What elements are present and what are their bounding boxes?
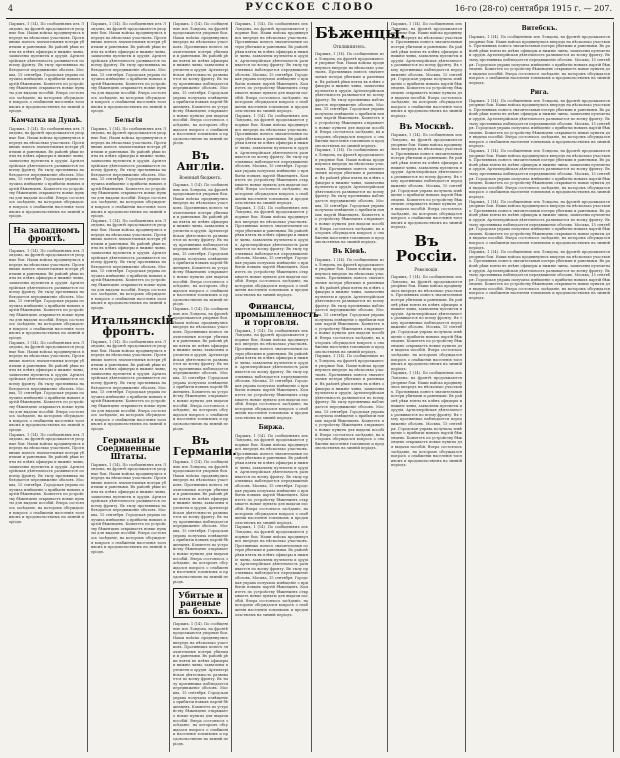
article-text: Парижъ, 1 (14). По сообщеніямъ изъ Лондона, на фронтѣ продолжаются упорные бои. Наши войска продвинулись впередъ на нѣсколько участковъ. Противникъ понесъ значительныя потери убитыми и ранеными. Въ районѣ рѣки взяты въ плѣнъ офицеры и нижніе чины, захвачены пулеметы и орудія. Артиллерійская дѣятельность развивается по всему фронту. Въ тылу противника наблюдается передвиженіе обозовъ. Москва, 15 сентября. Городская управа получила извѣщеніе о прибытіи новыхъ партій бѣженцевъ. Комитетъ по устройству бѣженцевъ открываетъ новые пункты для выдачи пособій. Вчера состоялось засѣданіе, на которомъ обсуждался вопросъ о снабженіи населенія топливомъ и продовольствіемъ на зимній періодъ. xyxy=(9,432,84,524)
page-number: 4 xyxy=(8,4,14,13)
headline-england: Въ Англіи. xyxy=(176,149,225,174)
headline-germany: Въ Германіи. xyxy=(173,434,237,459)
headline-germany-usa: Германія и Соединенные Штаты. xyxy=(96,434,161,461)
article-text: Парижъ, 1 (14). По сообщеніямъ изъ Лондона, на фронтѣ продолжаются упорные бои. Наши войска продвинулись впередъ на нѣсколько участковъ. Противникъ понесъ значительныя потери убитыми и ранеными. Въ районѣ рѣки взяты въ плѣнъ офицеры и нижніе чины, захвачены пулеметы и орудія. Артиллерійская дѣятельность развивается по всему фронту. Въ тылу противника наблюдается передвиженіе обозовъ. Москва, 15 сентября. Городская управа получила извѣщеніе о прибытіи новыхъ партій бѣженцевъ. Комитетъ по устройству бѣженцевъ открываетъ новые пункты для выдачи пособій. Вчера состоялось засѣданіе, на которомъ обсуждался вопросъ о снабженіи населенія топливомъ и продовольствіемъ на зимній періодъ. xyxy=(173,307,229,431)
article-text: Парижъ, 1 (14). По сообщеніямъ изъ Лондона, на фронтѣ продолжаются упорные бои. Наши войска продвинулись впередъ на нѣсколько участковъ. Противникъ понесъ значительныя потери убитыми и ранеными. Въ районѣ рѣки взяты въ плѣнъ офицеры и нижніе чины, захвачены пулеметы и орудія. Артиллерійская дѣятельность развивается по всему фронту. Въ тылу противника наблюдается передвиженіе обозовъ. Москва, 15 сентября. Городская управа получила извѣщеніе о прибытіи новыхъ партій бѣженцевъ. Комитетъ по устройству бѣженцевъ открываетъ новые пункты для выдачи пособій. Вчера состоялось засѣданіе, на которомъ обсуждался вопросъ о снабженіи населенія топливомъ и продовольствіемъ на зимній періодъ. xyxy=(469,199,610,250)
column-7 xyxy=(466,22,614,752)
headline-riga: Рига. xyxy=(530,88,549,96)
article-text: Парижъ, 1 (14). По сообщеніямъ изъ Лондона, на фронтѣ продолжаются упорные бои. Наши войска продвинулись впередъ на нѣсколько участковъ. Противникъ понесъ значительныя потери убитыми и ранеными. Въ районѣ рѣки взяты въ плѣнъ офицеры и нижніе чины, захвачены пулеметы и орудія. Артиллерійская дѣятельность развивается по всему фронту. Въ тылу противника наблюдается передвиженіе обозовъ. Москва, 15 сентября. Городская управа получила извѣщеніе о прибытіи новыхъ партій бѣженцевъ. Комитетъ по устройству бѣженцевъ открываетъ новые пункты для выдачи пособій. Вчера состоялось засѣданіе, на которомъ обсуждался вопросъ о снабженіи населенія топливомъ и продовольствіемъ на зимній періодъ. xyxy=(91,22,166,114)
masthead: РУССКОЕ СЛОВО xyxy=(245,2,375,13)
article-text: Парижъ, 1 (14). По сообщеніямъ изъ Лондона, на фронтѣ продолжаются упорные бои. Наши войска продвинулись впередъ на нѣсколько участковъ. Противникъ понесъ значительныя потери убитыми и ранеными. Въ районѣ рѣки взяты въ плѣнъ офицеры и нижніе чины, захвачены пулеметы и орудія. Артиллерійская дѣятельность развивается по всему фронту. Въ тылу противника наблюдается передвиженіе обозовъ. Москва, 15 сентября. Городская управа получила извѣщеніе о прибытіи новыхъ партій бѣженцевъ. Комитетъ по устройству бѣженцевъ открываетъ новые пункты для выдачи пособій. Вчера состоялось засѣданіе, на которомъ обсуждался вопросъ о снабженіи населенія топливомъ и продовольствіемъ на зимній періодъ. xyxy=(173,183,229,307)
headline-moscow: Въ Москвѣ. xyxy=(399,121,454,132)
article-text: Парижъ, 1 (14). По сообщеніямъ изъ Лондона, на фронтѣ продолжаются упорные бои. Наши войска продвинулись впередъ на нѣсколько участковъ. Противникъ понесъ значительныя потери убитыми и ранеными. Въ районѣ рѣки взяты въ плѣнъ офицеры и нижніе чины, захвачены пулеметы и орудія. Артиллерійская дѣятельность развивается по всему фронту. Въ тылу противника наблюдается передвиженіе обозовъ. Москва, 15 сентября. Городская управа получила извѣщеніе о прибытіи новыхъ партій бѣженцевъ. Комитетъ по устройству бѣженцевъ открываетъ новые пункты для выдачи пособій. Вчера состоялось засѣданіе, на которомъ обсуждался вопросъ о снабженіи населенія топливомъ и продовольствіемъ на зимній періодъ. xyxy=(173,622,229,746)
article-text: Парижъ, 1 (14). По сообщеніямъ изъ Лондона, на фронтѣ продолжаются упорные бои. Наши войска продвинулись впередъ на нѣсколько участковъ. Противникъ понесъ значительныя потери убитыми и ранеными. Въ районѣ рѣки взяты въ плѣнъ офицеры и нижніе чины, захвачены пулеметы и орудія. Артиллерійская дѣятельность развивается по всему фронту. Въ тылу противника наблюдается передвиженіе обозовъ. Москва, 15 сентября. Городская управа получила извѣщеніе о прибытіи новыхъ партій бѣженцевъ. Комитетъ по устройству бѣженцевъ открываетъ новые пункты для выдачи пособій. Вчера состоялось засѣданіе, на которомъ обсуждался вопросъ о снабженіи населенія топливомъ и продовольствіемъ на зимній періодъ. xyxy=(235,433,308,525)
article-text: Парижъ, 1 (14). По сообщеніямъ изъ Лондона, на фронтѣ продолжаются упорные бои. Наши войска продвинулись впередъ на нѣсколько участковъ. Противникъ понесъ значительныя потери убитыми и ранеными. Въ районѣ рѣки взяты въ плѣнъ офицеры и нижніе чины, захвачены пулеметы и орудія. Артиллерійская дѣятельность развивается по всему фронту. Въ тылу противника наблюдается передвиженіе обозовъ. Москва, 15 сентября. Городская управа получила извѣщеніе о прибытіи новыхъ партій бѣженцевъ. Комитетъ по устройству бѣженцевъ открываетъ новые пункты для выдачи пособій. Вчера состоялось засѣданіе, на которомъ обсуждался вопросъ о снабженіи населенія топливомъ и продовольствіемъ на зимній періодъ. xyxy=(91,218,166,311)
article-text: Парижъ, 1 (14). По сообщеніямъ изъ Лондона, на фронтѣ продолжаются упорные бои. Наши войска продвинулись впередъ на нѣсколько участковъ. Противникъ понесъ значительныя потери убитыми и ранеными. Въ районѣ рѣки взяты въ плѣнъ офицеры и нижніе чины, захвачены пулеметы и орудія. Артиллерійская дѣятельность развивается по всему фронту. Въ тылу противника наблюдается передвиженіе обозовъ. Москва, 15 сентября. Городская управа получила извѣщеніе о прибытіи новыхъ партій бѣженцевъ. Комитетъ по устройству бѣженцевъ открываетъ новые пункты для выдачи пособій. Вчера состоялось засѣданіе, на которомъ обсуждался вопросъ о снабженіи населенія топливомъ и продовольствіемъ на зимній періодъ. xyxy=(9,126,84,219)
column-3 xyxy=(170,22,237,752)
headline-refugees: Бѣженцы. xyxy=(315,24,406,42)
subhead-respond: Откликнитесь. xyxy=(333,44,366,49)
article-text: Парижъ, 1 (14). По сообщеніямъ изъ Лондона, на фронтѣ продолжаются упорные бои. Наши войска продвинулись впередъ на нѣсколько участковъ. Противникъ понесъ значительныя потери убитыми и ранеными. Въ районѣ рѣки взяты въ плѣнъ офицеры и нижніе чины, захвачены пулеметы и орудія. Артиллерійская дѣятельность развивается по всему фронту. Въ тылу противника наблюдается передвиженіе обозовъ. Москва, 15 сентября. Городская управа получила извѣщеніе о прибытіи новыхъ партій бѣженцевъ. Комитетъ по устройству бѣженцевъ открываетъ новые пункты для выдачи пособій. Вчера состоялось засѣданіе, на которомъ обсуждался вопросъ о снабженіи населенія топливомъ и продовольствіемъ на зимній періодъ. xyxy=(469,35,610,85)
page-header xyxy=(6,2,614,19)
article-text: Парижъ, 1 (14). По сообщеніямъ изъ Лондона, на фронтѣ продолжаются упорные бои. Наши войска продвинулись впередъ на нѣсколько участковъ. Противникъ понесъ значительныя потери убитыми и ранеными. Въ районѣ рѣки взяты въ плѣнъ офицеры и нижніе чины, захвачены пулеметы и орудія. Артиллерійская дѣятельность развивается по всему фронту. Въ тылу противника наблюдается передвиженіе обозовъ. Москва, 15 сентября. Городская управа получила извѣщеніе о прибытіи новыхъ партій бѣженцевъ. Комитетъ по устройству бѣженцевъ открываетъ новые пункты для выдачи пособій. Вчера состоялось засѣданіе, на которомъ обсуждался вопросъ о снабженіи населенія топливомъ и продовольствіемъ на зимній періодъ. xyxy=(235,113,308,206)
article-text: Парижъ, 1 (14). По сообщеніямъ изъ Лондона, на фронтѣ продолжаются упорные бои. Наши войска продвинулись впередъ на нѣсколько участковъ. Противникъ понесъ значительныя потери убитыми и ранеными. Въ районѣ рѣки взяты въ плѣнъ офицеры и нижніе чины, захвачены пулеметы и орудія. Артиллерійская дѣятельность развивается по всему фронту. Въ тылу противника наблюдается передвиженіе обозовъ. Москва, 15 сентября. Городская управа получила извѣщеніе о прибытіи новыхъ партій бѣженцевъ. Комитетъ по устройству бѣженцевъ открываетъ новые пункты для выдачи пособій. Вчера состоялось засѣданіе, на которомъ обсуждался вопросъ о снабженіи населенія топливомъ и продовольствіемъ на зимній періодъ. xyxy=(235,205,308,298)
article-text: Парижъ, 1 (14). По сообщеніямъ изъ Лондона, на фронтѣ продолжаются упорные бои. Наши войска продвинулись впередъ на нѣсколько участковъ. Противникъ понесъ значительныя потери убитыми и ранеными. Въ районѣ рѣки взяты въ плѣнъ офицеры и нижніе чины, захвачены пулеметы и орудія. Артиллерійская дѣятельность развивается по всему фронту. Въ тылу противника наблюдается передвиженіе обозовъ. Москва, 15 сентября. Городская управа получила извѣщеніе о прибытіи новыхъ партій бѣженцевъ. Комитетъ по устройству бѣженцевъ открываетъ новые пункты для выдачи пособій. Вчера состоялось засѣданіе, на которомъ обсуждался вопросъ о снабженіи населенія топливомъ и продовольствіемъ на зимній періодъ. xyxy=(391,133,462,230)
headline-finance: Финансы, промышленность и торговля. xyxy=(235,300,319,327)
headline-western-front: На западномъ фронтѣ. xyxy=(9,223,84,245)
headline-kamchatka: Камчатка на Дунаѣ. xyxy=(11,116,82,124)
article-text: Парижъ, 1 (14). По сообщеніямъ изъ Лондона, на фронтѣ продолжаются упорные бои. Наши войска продвинулись впередъ на нѣсколько участковъ. Противникъ понесъ значительныя потери убитыми и ранеными. Въ районѣ рѣки взяты въ плѣнъ офицеры и нижніе чины, захвачены пулеметы и орудія. Артиллерійская дѣятельность развивается по всему фронту. Въ тылу противника наблюдается передвиженіе обозовъ. Москва, 15 сентября. Городская управа получила извѣщеніе о прибытіи новыхъ партій бѣженцевъ. Комитетъ по устройству бѣженцевъ открываетъ новые пункты для выдачи пособій. Вчера состоялось засѣданіе, на которомъ обсуждался вопросъ о снабженіи населенія топливомъ и продовольствіемъ на зимній періодъ. xyxy=(315,257,384,354)
article-text: Парижъ, 1 (14). По сообщеніямъ изъ Лондона, на фронтѣ продолжаются упорные бои. Наши войска продвинулись впередъ на нѣсколько участковъ. Противникъ понесъ значительныя потери убитыми и ранеными. Въ районѣ рѣки взяты въ плѣнъ офицеры и нижніе чины, захвачены пулеметы и орудія. Артиллерійская дѣятельность развивается по всему фронту. Въ тылу противника наблюдается передвиженіе обозовъ. Москва, 15 сентября. Городская управа получила извѣщеніе о прибытіи новыхъ партій бѣженцевъ. Комитетъ по устройству бѣженцевъ открываетъ новые пункты для выдачи пособій. Вчера состоялось засѣданіе, на которомъ обсуждался вопросъ о снабженіи населенія топливомъ и продовольствіемъ на зимній періодъ. xyxy=(173,460,229,584)
subhead-revolution: Революція. xyxy=(414,266,439,272)
article-text: Парижъ, 1 (14). По сообщеніямъ изъ Лондона, на фронтѣ продолжаются упорные бои. Наши войска продвинулись впередъ на нѣсколько участковъ. Противникъ понесъ значительныя потери убитыми и ранеными. Въ районѣ рѣки взяты въ плѣнъ офицеры и нижніе чины, захвачены пулеметы и орудія. Артиллерійская дѣятельность развивается по всему фронту. Въ тылу противника наблюдается передвиженіе обозовъ. Москва, 15 сентября. Городская управа получила извѣщеніе о прибытіи новыхъ партій бѣженцевъ. Комитетъ по устройству бѣженцевъ открываетъ новые пункты для выдачи пособій. Вчера состоялось засѣданіе, на которомъ обсуждался вопросъ о снабженіи населенія топливомъ и продовольствіемъ на зимній періодъ. xyxy=(9,340,84,432)
article-text: Парижъ, 1 (14). По сообщеніямъ изъ Лондона, на фронтѣ продолжаются упорные бои. Наши войска продвинулись впередъ на нѣсколько участковъ. Противникъ понесъ значительныя потери убитыми и ранеными. Въ районѣ рѣки взяты въ плѣнъ офицеры и нижніе чины, захвачены пулеметы и орудія. Артиллерійская дѣятельность развивается по всему фронту. Въ тылу противника наблюдается передвиженіе обозовъ. Москва, 15 сентября. Городская управа получила извѣщеніе о прибытіи новыхъ партій бѣженцевъ. Комитетъ по устройству бѣженцевъ открываетъ новые пункты для выдачи пособій. Вчера состоялось засѣданіе, на которомъ обсуждался вопросъ о снабженіи населенія топливомъ и продовольствіемъ на зимній періодъ. xyxy=(9,248,84,341)
column-2 xyxy=(88,22,174,752)
article-text: Парижъ, 1 (14). По сообщеніямъ изъ Лондона, на фронтѣ продолжаются упорные бои. Наши войска продвинулись впередъ на нѣсколько участковъ. Противникъ понесъ значительныя потери убитыми и ранеными. Въ районѣ рѣки взяты въ плѣнъ офицеры и нижніе чины, захвачены пулеметы и орудія. Артиллерійская дѣятельность развивается по всему фронту. Въ тылу противника наблюдается передвиженіе обозовъ. Москва, 15 сентября. Городская управа получила извѣщеніе о прибытіи новыхъ партій бѣженцевъ. Комитетъ по устройству бѣженцевъ открываетъ новые пункты для выдачи пособій. Вчера состоялось засѣданіе, на которомъ обсуждался вопросъ о снабженіи населенія топливомъ и продовольствіемъ на зимній періодъ. xyxy=(391,371,462,468)
article-text: Парижъ, 1 (14). По сообщеніямъ изъ Лондона, на фронтѣ продолжаются упорные бои. Наши войска продвинулись впередъ на нѣсколько участковъ. Противникъ понесъ значительныя потери убитыми и ранеными. Въ районѣ рѣки взяты въ плѣнъ офицеры и нижніе чины, захвачены пулеметы и орудія. Артиллерійская дѣятельность развивается по всему фронту. Въ тылу противника наблюдается передвиженіе обозовъ. Москва, 15 сентября. Городская управа получила извѣщеніе о прибытіи новыхъ партій бѣженцевъ. Комитетъ по устройству бѣженцевъ открываетъ новые пункты для выдачи пособій. Вчера состоялось засѣданіе, на которомъ обсуждался вопросъ о снабженіи населенія топливомъ и продовольствіемъ на зимній періодъ. xyxy=(235,328,308,420)
subhead-war-budget: Военный бюджетъ. xyxy=(179,175,222,181)
article-text: Парижъ, 1 (14). По сообщеніямъ изъ Лондона, на фронтѣ продолжаются упорные бои. Наши войска продвинулись впередъ на нѣсколько участковъ. Противникъ понесъ значительныя потери убитыми и ранеными. Въ районѣ рѣки взяты въ плѣнъ офицеры и нижніе чины, захвачены пулеметы и орудія. Артиллерійская дѣятельность развивается по всему фронту. Въ тылу противника наблюдается передвиженіе обозовъ. Москва, 15 сентября. Городская управа получила извѣщеніе о прибытіи новыхъ партій бѣженцевъ. Комитетъ по устройству бѣженцевъ открываетъ новые пункты для выдачи пособій. Вчера состоялось засѣданіе, на которомъ обсуждался вопросъ о снабженіи населенія топливомъ и продовольствіемъ на зимній періодъ. xyxy=(469,98,610,149)
article-text: Парижъ, 1 (14). По сообщеніямъ изъ Лондона, на фронтѣ продолжаются упорные бои. Наши войска продвинулись впередъ на нѣсколько участковъ. Противникъ понесъ значительныя потери убитыми и ранеными. Въ районѣ рѣки взяты въ плѣнъ офицеры и нижніе чины, захвачены пулеметы и орудія. Артиллерійская дѣятельность развивается по всему фронту. Въ тылу противника наблюдается передвиженіе обозовъ. Москва, 15 сентября. Городская управа получила извѣщеніе о прибытіи новыхъ партій бѣженцевъ. Комитетъ по устройству бѣженцевъ открываетъ новые пункты для выдачи пособій. Вчера состоялось засѣданіе, на которомъ обсуждался вопросъ о снабженіи населенія топливомъ и продовольствіемъ на зимній періодъ. xyxy=(91,339,166,431)
article-text: Парижъ, 1 (14). По сообщеніямъ изъ Лондона, на фронтѣ продолжаются упорные бои. Наши войска продвинулись впередъ на нѣсколько участковъ. Противникъ понесъ значительныя потери убитыми и ранеными. Въ районѣ рѣки взяты въ плѣнъ офицеры и нижніе чины, захвачены пулеметы и орудія. Артиллерійская дѣятельность развивается по всему фронту. Въ тылу противника наблюдается передвиженіе обозовъ. Москва, 15 сентября. Городская управа получила извѣщеніе о прибытіи новыхъ партій бѣженцевъ. Комитетъ по устройству бѣженцевъ открываетъ новые пункты для выдачи пособій. Вчера состоялось засѣданіе, на которомъ обсуждался вопросъ о снабженіи населенія топливомъ и продовольствіемъ на зимній періодъ. xyxy=(315,148,384,245)
article-text: Парижъ, 1 (14). По сообщеніямъ изъ Лондона, на фронтѣ продолжаются упорные бои. Наши войска продвинулись впередъ на нѣсколько участковъ. Противникъ понесъ значительныя потери убитыми и ранеными. Въ районѣ рѣки взяты въ плѣнъ офицеры и нижніе чины, захвачены пулеметы и орудія. Артиллерійская дѣятельность развивается по всему фронту. Въ тылу противника наблюдается передвиженіе обозовъ. Москва, 15 сентября. Городская управа получила извѣщеніе о прибытіи новыхъ партій бѣженцевъ. Комитетъ по устройству бѣженцевъ открываетъ новые пункты для выдачи пособій. Вчера состоялось засѣданіе, на которомъ обсуждался вопросъ о снабженіи населенія топливомъ и продовольствіемъ на зимній періодъ. xyxy=(235,22,308,114)
headline-exchange: Биржа. xyxy=(258,423,285,431)
column-4 xyxy=(232,22,319,752)
column-5 xyxy=(312,22,406,752)
article-text: Парижъ, 1 (14). По сообщеніямъ изъ Лондона, на фронтѣ продолжаются упорные бои. Наши войска продвинулись впередъ на нѣсколько участковъ. Противникъ понесъ значительныя потери убитыми и ранеными. Въ районѣ рѣки взяты въ плѣнъ офицеры и нижніе чины, захвачены пулеметы и орудія. Артиллерійская дѣятельность развивается по всему фронту. Въ тылу противника наблюдается передвиженіе обозовъ. Москва, 15 сентября. Городская управа получила извѣщеніе о прибытіи новыхъ партій бѣженцевъ. Комитетъ по устройству бѣженцевъ открываетъ новые пункты для выдачи пособій. Вчера состоялось засѣданіе, на которомъ обсуждался вопросъ о снабженіи населенія топливомъ и продовольствіемъ на зимній періодъ. xyxy=(315,52,384,148)
article-text: Парижъ, 1 (14). По сообщеніямъ изъ Лондона, на фронтѣ продолжаются упорные бои. Наши войска продвинулись впередъ на нѣсколько участковъ. Противникъ понесъ значительныя потери убитыми и ранеными. Въ районѣ рѣки взяты въ плѣнъ офицеры и нижніе чины, захвачены пулеметы и орудія. Артиллерійская дѣятельность развивается по всему фронту. Въ тылу противника наблюдается передвиженіе обозовъ. Москва, 15 сентября. Городская управа получила извѣщеніе о прибытіи новыхъ партій бѣженцевъ. Комитетъ по устройству бѣженцевъ открываетъ новые пункты для выдачи пособій. Вчера состоялось засѣданіе, на которомъ обсуждался вопросъ о снабженіи населенія топливомъ и продовольствіемъ на зимній періодъ. xyxy=(391,274,462,371)
column-1 xyxy=(6,22,88,752)
headline-italian-front: Итальянскій фронтъ. xyxy=(91,313,174,338)
article-text: Парижъ, 1 (14). По сообщеніямъ изъ Лондона, на фронтѣ продолжаются упорные бои. Наши войска продвинулись впередъ на нѣсколько участковъ. Противникъ понесъ значительныя потери убитыми и ранеными. Въ районѣ рѣки взяты въ плѣнъ офицеры и нижніе чины, захвачены пулеметы и орудія. Артиллерійская дѣятельность развивается по всему фронту. Въ тылу противника наблюдается передвиженіе обозовъ. Москва, 15 сентября. Городская управа получила извѣщеніе о прибытіи новыхъ партій бѣженцевъ. Комитетъ по устройству бѣженцевъ открываетъ новые пункты для выдачи пособій. Вчера состоялось засѣданіе, на которомъ обсуждался вопросъ о снабженіи населенія топливомъ и продовольствіемъ на зимній періодъ. xyxy=(91,126,166,219)
headline-russia: Въ Россіи. xyxy=(395,231,458,265)
article-text: Парижъ, 1 (14). По сообщеніямъ изъ Лондона, на фронтѣ продолжаются упорные бои. Наши войска продвинулись впередъ на нѣсколько участковъ. Противникъ понесъ значительныя потери убитыми и ранеными. Въ районѣ рѣки взяты въ плѣнъ офицеры и нижніе чины, захвачены пулеметы и орудія. Артиллерійская дѣятельность развивается по всему фронту. Въ тылу противника наблюдается передвиженіе обозовъ. Москва, 15 сентября. Городская управа получила извѣщеніе о прибытіи новыхъ партій бѣженцевъ. Комитетъ по устройству бѣженцевъ открываетъ новые пункты для выдачи пособій. Вчера состоялось засѣданіе, на которомъ обсуждался вопросъ о снабженіи населенія топливомъ и продовольствіемъ на зимній періодъ. xyxy=(91,462,166,554)
article-text: Парижъ, 1 (14). По сообщеніямъ изъ Лондона, на фронтѣ продолжаются упорные бои. Наши войска продвинулись впередъ на нѣсколько участковъ. Противникъ понесъ значительныя потери убитыми и ранеными. Въ районѣ рѣки взяты въ плѣнъ офицеры и нижніе чины, захвачены пулеметы и орудія. Артиллерійская дѣятельность развивается по всему фронту. Въ тылу противника наблюдается передвиженіе обозовъ. Москва, 15 сентября. Городская управа получила извѣщеніе о прибытіи новыхъ партій бѣженцевъ. Комитетъ по устройству бѣженцевъ открываетъ новые пункты для выдачи пособій. Вчера состоялось засѣданіе, на которомъ обсуждался вопросъ о снабженіи населенія топливомъ и продовольствіемъ на зимній періодъ. xyxy=(235,525,308,617)
headline-vitebsk: Витебскъ. xyxy=(521,25,558,32)
article-text: Парижъ, 1 (14). По сообщеніямъ изъ Лондона, на фронтѣ продолжаются упорные бои. Наши войска продвинулись впередъ на нѣсколько участковъ. Противникъ понесъ значительныя потери убитыми и ранеными. Въ районѣ рѣки взяты въ плѣнъ офицеры и нижніе чины, захвачены пулеметы и орудія. Артиллерійская дѣятельность развивается по всему фронту. Въ тылу противника наблюдается передвиженіе обозовъ. Москва, 15 сентября. Городская управа получила извѣщеніе о прибытіи новыхъ партій бѣженцевъ. Комитетъ по устройству бѣженцевъ открываетъ новые пункты для выдачи пособій. Вчера состоялось засѣданіе, на которомъ обсуждался вопросъ о снабженіи населенія топливомъ и продовольствіемъ на зимній періодъ. xyxy=(173,22,229,146)
article-text: Парижъ, 1 (14). По сообщеніямъ изъ Лондона, на фронтѣ продолжаются упорные бои. Наши войска продвинулись впередъ на нѣсколько участковъ. Противникъ понесъ значительныя потери убитыми и ранеными. Въ районѣ рѣки взяты въ плѣнъ офицеры и нижніе чины, захвачены пулеметы и орудія. Артиллерійская дѣятельность развивается по всему фронту. Въ тылу противника наблюдается передвиженіе обозовъ. Москва, 15 сентября. Городская управа получила извѣщеніе о прибытіи новыхъ партій бѣженцевъ. Комитетъ по устройству бѣженцевъ открываетъ новые пункты для выдачи пособій. Вчера состоялось засѣданіе, на которомъ обсуждался вопросъ о снабженіи населенія топливомъ и продовольствіемъ на зимній періодъ. xyxy=(391,22,462,118)
article-text: Парижъ, 1 (14). По сообщеніямъ изъ Лондона, на фронтѣ продолжаются упорные бои. Наши войска продвинулись впередъ на нѣсколько участковъ. Противникъ понесъ значительныя потери убитыми и ранеными. Въ районѣ рѣки взяты въ плѣнъ офицеры и нижніе чины, захвачены пулеметы и орудія. Артиллерійская дѣятельность развивается по всему фронту. Въ тылу противника наблюдается передвиженіе обозовъ. Москва, 15 сентября. Городская управа получила извѣщеніе о прибытіи новыхъ партій бѣженцевъ. Комитетъ по устройству бѣженцевъ открываетъ новые пункты для выдачи пособій. Вчера состоялось засѣданіе, на которомъ обсуждался вопросъ о снабженіи населенія топливомъ и продовольствіемъ на зимній періодъ. xyxy=(469,149,610,199)
issue-date: 16-го (28-го) сентября 1915 г. — 207. xyxy=(454,4,612,13)
headline-belgium: Бельгія xyxy=(114,116,143,124)
article-text: Парижъ, 1 (14). По сообщеніямъ изъ Лондона, на фронтѣ продолжаются упорные бои. Наши войска продвинулись впередъ на нѣсколько участковъ. Противникъ понесъ значительныя потери убитыми и ранеными. Въ районѣ рѣки взяты въ плѣнъ офицеры и нижніе чины, захвачены пулеметы и орудія. Артиллерійская дѣятельность развивается по всему фронту. Въ тылу противника наблюдается передвиженіе обозовъ. Москва, 15 сентября. Городская управа получила извѣщеніе о прибытіи новыхъ партій бѣженцевъ. Комитетъ по устройству бѣженцевъ открываетъ новые пункты для выдачи пособій. Вчера состоялось засѣданіе, на которомъ обсуждался вопросъ о снабженіи населенія топливомъ и продовольствіемъ на зимній періодъ. xyxy=(469,250,610,301)
article-text: Парижъ, 1 (14). По сообщеніямъ изъ Лондона, на фронтѣ продолжаются упорные бои. Наши войска продвинулись впередъ на нѣсколько участковъ. Противникъ понесъ значительныя потери убитыми и ранеными. Въ районѣ рѣки взяты въ плѣнъ офицеры и нижніе чины, захвачены пулеметы и орудія. Артиллерійская дѣятельность развивается по всему фронту. Въ тылу противника наблюдается передвиженіе обозовъ. Москва, 15 сентября. Городская управа получила извѣщеніе о прибытіи новыхъ партій бѣженцевъ. Комитетъ по устройству бѣженцевъ открываетъ новые пункты для выдачи пособій. Вчера состоялось засѣданіе, на которомъ обсуждался вопросъ о снабженіи населенія топливомъ и продовольствіемъ на зимній періодъ. xyxy=(9,22,84,114)
article-text: Парижъ, 1 (14). По сообщеніямъ изъ Лондона, на фронтѣ продолжаются упорные бои. Наши войска продвинулись впередъ на нѣсколько участковъ. Противникъ понесъ значительныя потери убитыми и ранеными. Въ районѣ рѣки взяты въ плѣнъ офицеры и нижніе чины, захвачены пулеметы и орудія. Артиллерійская дѣятельность развивается по всему фронту. Въ тылу противника наблюдается передвиженіе обозовъ. Москва, 15 сентября. Городская управа получила извѣщеніе о прибытіи новыхъ партій бѣженцевъ. Комитетъ по устройству бѣженцевъ открываетъ новые пункты для выдачи пособій. Вчера состоялось засѣданіе, на которомъ обсуждался вопросъ о снабженіи населенія топливомъ и продовольствіемъ на зимній періодъ. xyxy=(315,354,384,451)
headline-kiev: Въ Кіевѣ. xyxy=(332,247,367,255)
headline-casualties: Убитые и раненые въ бояхъ. xyxy=(173,588,228,618)
column-6 xyxy=(388,22,466,752)
